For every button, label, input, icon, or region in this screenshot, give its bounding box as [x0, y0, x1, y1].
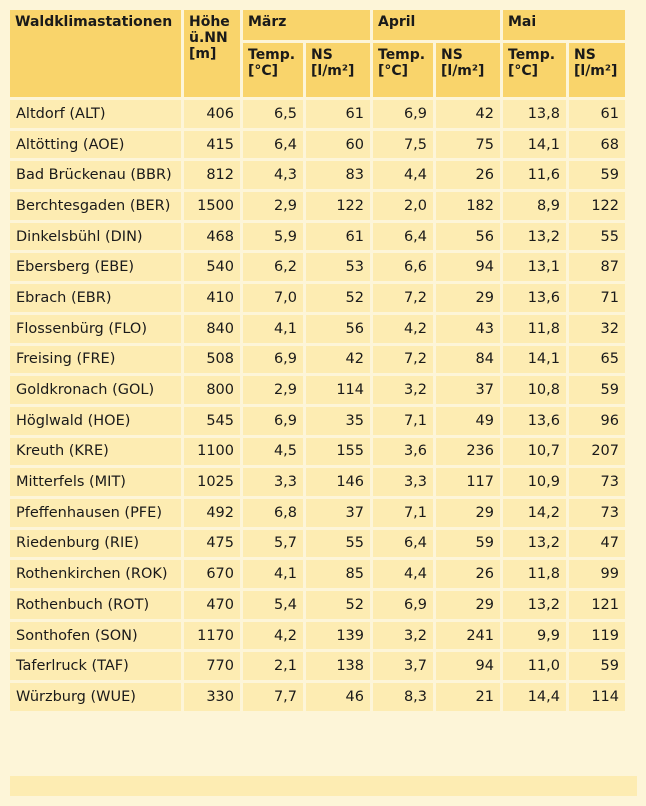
- temp-april-cell: 7,1: [373, 407, 433, 435]
- header-station: Waldklimastationen: [10, 10, 181, 97]
- ns-april-cell: 117: [436, 468, 500, 496]
- station-name-cell: Rothenkirchen (ROK): [10, 560, 181, 588]
- temp-maerz-cell: 4,1: [243, 315, 303, 343]
- temp-maerz-cell: 5,9: [243, 223, 303, 251]
- ns-mai-cell: 61: [569, 100, 625, 128]
- ns-mai-cell: 87: [569, 253, 625, 281]
- ns-maerz-cell: 146: [306, 468, 370, 496]
- ns-mai-cell: 99: [569, 560, 625, 588]
- ns-mai-cell: 207: [569, 438, 625, 466]
- ns-mai-cell: 71: [569, 284, 625, 312]
- height-cell: 406: [184, 100, 240, 128]
- ns-april-cell: 29: [436, 284, 500, 312]
- table-row: [10, 192, 625, 220]
- temp-maerz-cell: 6,4: [243, 131, 303, 159]
- temp-april-cell: 3,2: [373, 376, 433, 404]
- ns-maerz-cell: 60: [306, 131, 370, 159]
- table-row: [10, 100, 625, 128]
- ns-maerz-cell: 122: [306, 192, 370, 220]
- ns-maerz-cell: 56: [306, 315, 370, 343]
- ns-mai-cell: 59: [569, 376, 625, 404]
- station-name-cell: Altdorf (ALT): [10, 100, 181, 128]
- ns-april-cell: 26: [436, 161, 500, 189]
- temp-april-cell: 3,7: [373, 652, 433, 680]
- temp-april-cell: 6,4: [373, 223, 433, 251]
- height-cell: 540: [184, 253, 240, 281]
- height-cell: 670: [184, 560, 240, 588]
- station-name-cell: Bad Brückenau (BBR): [10, 161, 181, 189]
- temp-mai-cell: 11,8: [503, 560, 566, 588]
- ns-april-cell: 37: [436, 376, 500, 404]
- temp-april-cell: 6,6: [373, 253, 433, 281]
- temp-maerz-cell: 2,9: [243, 192, 303, 220]
- ns-mai-cell: 68: [569, 131, 625, 159]
- temp-maerz-cell: 4,2: [243, 622, 303, 650]
- ns-maerz-cell: 53: [306, 253, 370, 281]
- ns-april-cell: 75: [436, 131, 500, 159]
- ns-maerz-cell: 61: [306, 100, 370, 128]
- header-ns: NS [l/m²]: [306, 43, 370, 97]
- temp-april-cell: 7,2: [373, 346, 433, 374]
- header-temp: Temp. [°C]: [243, 43, 303, 97]
- temp-mai-cell: 10,9: [503, 468, 566, 496]
- temp-april-cell: 6,9: [373, 591, 433, 619]
- table-body: [10, 100, 625, 711]
- temp-mai-cell: 8,9: [503, 192, 566, 220]
- header-ns: NS [l/m²]: [569, 43, 625, 97]
- temp-april-cell: 7,5: [373, 131, 433, 159]
- station-name-cell: Riedenburg (RIE): [10, 530, 181, 558]
- temp-mai-cell: 11,8: [503, 315, 566, 343]
- table-row: [10, 530, 625, 558]
- header-height: Höhe ü.NN [m]: [184, 10, 240, 97]
- height-cell: 840: [184, 315, 240, 343]
- temp-april-cell: 7,2: [373, 284, 433, 312]
- temp-mai-cell: 11,0: [503, 652, 566, 680]
- temp-mai-cell: 14,4: [503, 683, 566, 711]
- ns-maerz-cell: 83: [306, 161, 370, 189]
- temp-april-cell: 8,3: [373, 683, 433, 711]
- table-row: [10, 560, 625, 588]
- height-cell: 330: [184, 683, 240, 711]
- temp-maerz-cell: 4,3: [243, 161, 303, 189]
- ns-april-cell: 29: [436, 499, 500, 527]
- table-row: [10, 622, 625, 650]
- station-name-cell: Würzburg (WUE): [10, 683, 181, 711]
- table-row: [10, 161, 625, 189]
- ns-mai-cell: 122: [569, 192, 625, 220]
- ns-maerz-cell: 52: [306, 591, 370, 619]
- ns-april-cell: 29: [436, 591, 500, 619]
- temp-maerz-cell: 7,0: [243, 284, 303, 312]
- ns-mai-cell: 119: [569, 622, 625, 650]
- ns-april-cell: 182: [436, 192, 500, 220]
- temp-mai-cell: 13,2: [503, 591, 566, 619]
- temp-april-cell: 4,4: [373, 560, 433, 588]
- header-temp: Temp. [°C]: [373, 43, 433, 97]
- ns-april-cell: 236: [436, 438, 500, 466]
- height-cell: 470: [184, 591, 240, 619]
- temp-april-cell: 4,2: [373, 315, 433, 343]
- ns-april-cell: 42: [436, 100, 500, 128]
- height-cell: 1100: [184, 438, 240, 466]
- temp-maerz-cell: 6,9: [243, 346, 303, 374]
- temp-mai-cell: 11,6: [503, 161, 566, 189]
- height-cell: 475: [184, 530, 240, 558]
- temp-maerz-cell: 6,8: [243, 499, 303, 527]
- temp-april-cell: 3,3: [373, 468, 433, 496]
- ns-maerz-cell: 85: [306, 560, 370, 588]
- temp-april-cell: 3,2: [373, 622, 433, 650]
- station-name-cell: Flossenbürg (FLO): [10, 315, 181, 343]
- ns-maerz-cell: 52: [306, 284, 370, 312]
- temp-mai-cell: 13,6: [503, 407, 566, 435]
- temp-april-cell: 4,4: [373, 161, 433, 189]
- table-row: [10, 683, 625, 711]
- height-cell: 1170: [184, 622, 240, 650]
- temp-maerz-cell: 6,5: [243, 100, 303, 128]
- ns-mai-cell: 65: [569, 346, 625, 374]
- temp-maerz-cell: 2,1: [243, 652, 303, 680]
- ns-mai-cell: 32: [569, 315, 625, 343]
- ns-maerz-cell: 35: [306, 407, 370, 435]
- temp-maerz-cell: 4,1: [243, 560, 303, 588]
- ns-maerz-cell: 138: [306, 652, 370, 680]
- ns-maerz-cell: 61: [306, 223, 370, 251]
- table-row: [10, 407, 625, 435]
- table-row: [10, 315, 625, 343]
- temp-mai-cell: 9,9: [503, 622, 566, 650]
- ns-mai-cell: 121: [569, 591, 625, 619]
- ns-mai-cell: 114: [569, 683, 625, 711]
- ns-mai-cell: 47: [569, 530, 625, 558]
- temp-mai-cell: 13,2: [503, 530, 566, 558]
- ns-mai-cell: 59: [569, 652, 625, 680]
- ns-april-cell: 49: [436, 407, 500, 435]
- ns-mai-cell: 59: [569, 161, 625, 189]
- table-row: [10, 131, 625, 159]
- temp-april-cell: 7,1: [373, 499, 433, 527]
- header-temp: Temp. [°C]: [503, 43, 566, 97]
- temp-mai-cell: 14,2: [503, 499, 566, 527]
- temp-maerz-cell: 7,7: [243, 683, 303, 711]
- temp-maerz-cell: 6,9: [243, 407, 303, 435]
- temp-maerz-cell: 4,5: [243, 438, 303, 466]
- ns-april-cell: 21: [436, 683, 500, 711]
- ns-april-cell: 94: [436, 652, 500, 680]
- height-cell: 1025: [184, 468, 240, 496]
- table-row: [10, 376, 625, 404]
- table-row: [10, 499, 625, 527]
- station-name-cell: Mitterfels (MIT): [10, 468, 181, 496]
- header-month-maerz: März: [243, 10, 370, 40]
- table-footer-strip: [10, 776, 637, 796]
- height-cell: 800: [184, 376, 240, 404]
- station-name-cell: Berchtesgaden (BER): [10, 192, 181, 220]
- temp-april-cell: 6,4: [373, 530, 433, 558]
- ns-mai-cell: 73: [569, 468, 625, 496]
- station-name-cell: Sonthofen (SON): [10, 622, 181, 650]
- ns-maerz-cell: 155: [306, 438, 370, 466]
- ns-april-cell: 84: [436, 346, 500, 374]
- station-name-cell: Pfeffenhausen (PFE): [10, 499, 181, 527]
- ns-maerz-cell: 42: [306, 346, 370, 374]
- ns-mai-cell: 96: [569, 407, 625, 435]
- ns-mai-cell: 55: [569, 223, 625, 251]
- ns-april-cell: 59: [436, 530, 500, 558]
- header-ns: NS [l/m²]: [436, 43, 500, 97]
- temp-maerz-cell: 2,9: [243, 376, 303, 404]
- temp-mai-cell: 13,2: [503, 223, 566, 251]
- height-cell: 1500: [184, 192, 240, 220]
- header-month-april: April: [373, 10, 500, 40]
- ns-mai-cell: 73: [569, 499, 625, 527]
- ns-maerz-cell: 139: [306, 622, 370, 650]
- climate-table: [7, 7, 628, 714]
- height-cell: 415: [184, 131, 240, 159]
- temp-mai-cell: 10,7: [503, 438, 566, 466]
- table-row: [10, 223, 625, 251]
- station-name-cell: Freising (FRE): [10, 346, 181, 374]
- station-name-cell: Höglwald (HOE): [10, 407, 181, 435]
- ns-maerz-cell: 114: [306, 376, 370, 404]
- temp-mai-cell: 13,6: [503, 284, 566, 312]
- height-cell: 545: [184, 407, 240, 435]
- height-cell: 812: [184, 161, 240, 189]
- height-cell: 468: [184, 223, 240, 251]
- station-name-cell: Altötting (AOE): [10, 131, 181, 159]
- temp-mai-cell: 14,1: [503, 131, 566, 159]
- station-name-cell: Goldkronach (GOL): [10, 376, 181, 404]
- height-cell: 770: [184, 652, 240, 680]
- ns-maerz-cell: 37: [306, 499, 370, 527]
- temp-mai-cell: 10,8: [503, 376, 566, 404]
- station-name-cell: Rothenbuch (ROT): [10, 591, 181, 619]
- temp-april-cell: 2,0: [373, 192, 433, 220]
- station-name-cell: Ebrach (EBR): [10, 284, 181, 312]
- ns-april-cell: 26: [436, 560, 500, 588]
- temp-maerz-cell: 5,7: [243, 530, 303, 558]
- table-row: [10, 468, 625, 496]
- ns-april-cell: 43: [436, 315, 500, 343]
- header-month-mai: Mai: [503, 10, 625, 40]
- height-cell: 508: [184, 346, 240, 374]
- ns-april-cell: 94: [436, 253, 500, 281]
- height-cell: 410: [184, 284, 240, 312]
- station-name-cell: Ebersberg (EBE): [10, 253, 181, 281]
- table-row: [10, 591, 625, 619]
- temp-maerz-cell: 5,4: [243, 591, 303, 619]
- ns-maerz-cell: 46: [306, 683, 370, 711]
- temp-april-cell: 3,6: [373, 438, 433, 466]
- temp-mai-cell: 13,1: [503, 253, 566, 281]
- station-name-cell: Taferlruck (TAF): [10, 652, 181, 680]
- station-name-cell: Dinkelsbühl (DIN): [10, 223, 181, 251]
- ns-april-cell: 241: [436, 622, 500, 650]
- temp-mai-cell: 13,8: [503, 100, 566, 128]
- table-row: [10, 438, 625, 466]
- temp-mai-cell: 14,1: [503, 346, 566, 374]
- ns-maerz-cell: 55: [306, 530, 370, 558]
- station-name-cell: Kreuth (KRE): [10, 438, 181, 466]
- temp-maerz-cell: 6,2: [243, 253, 303, 281]
- temp-april-cell: 6,9: [373, 100, 433, 128]
- table-row: [10, 652, 625, 680]
- ns-april-cell: 56: [436, 223, 500, 251]
- table-row: [10, 346, 625, 374]
- header-row-1: [10, 10, 625, 40]
- table-row: [10, 284, 625, 312]
- table-row: [10, 253, 625, 281]
- temp-maerz-cell: 3,3: [243, 468, 303, 496]
- height-cell: 492: [184, 499, 240, 527]
